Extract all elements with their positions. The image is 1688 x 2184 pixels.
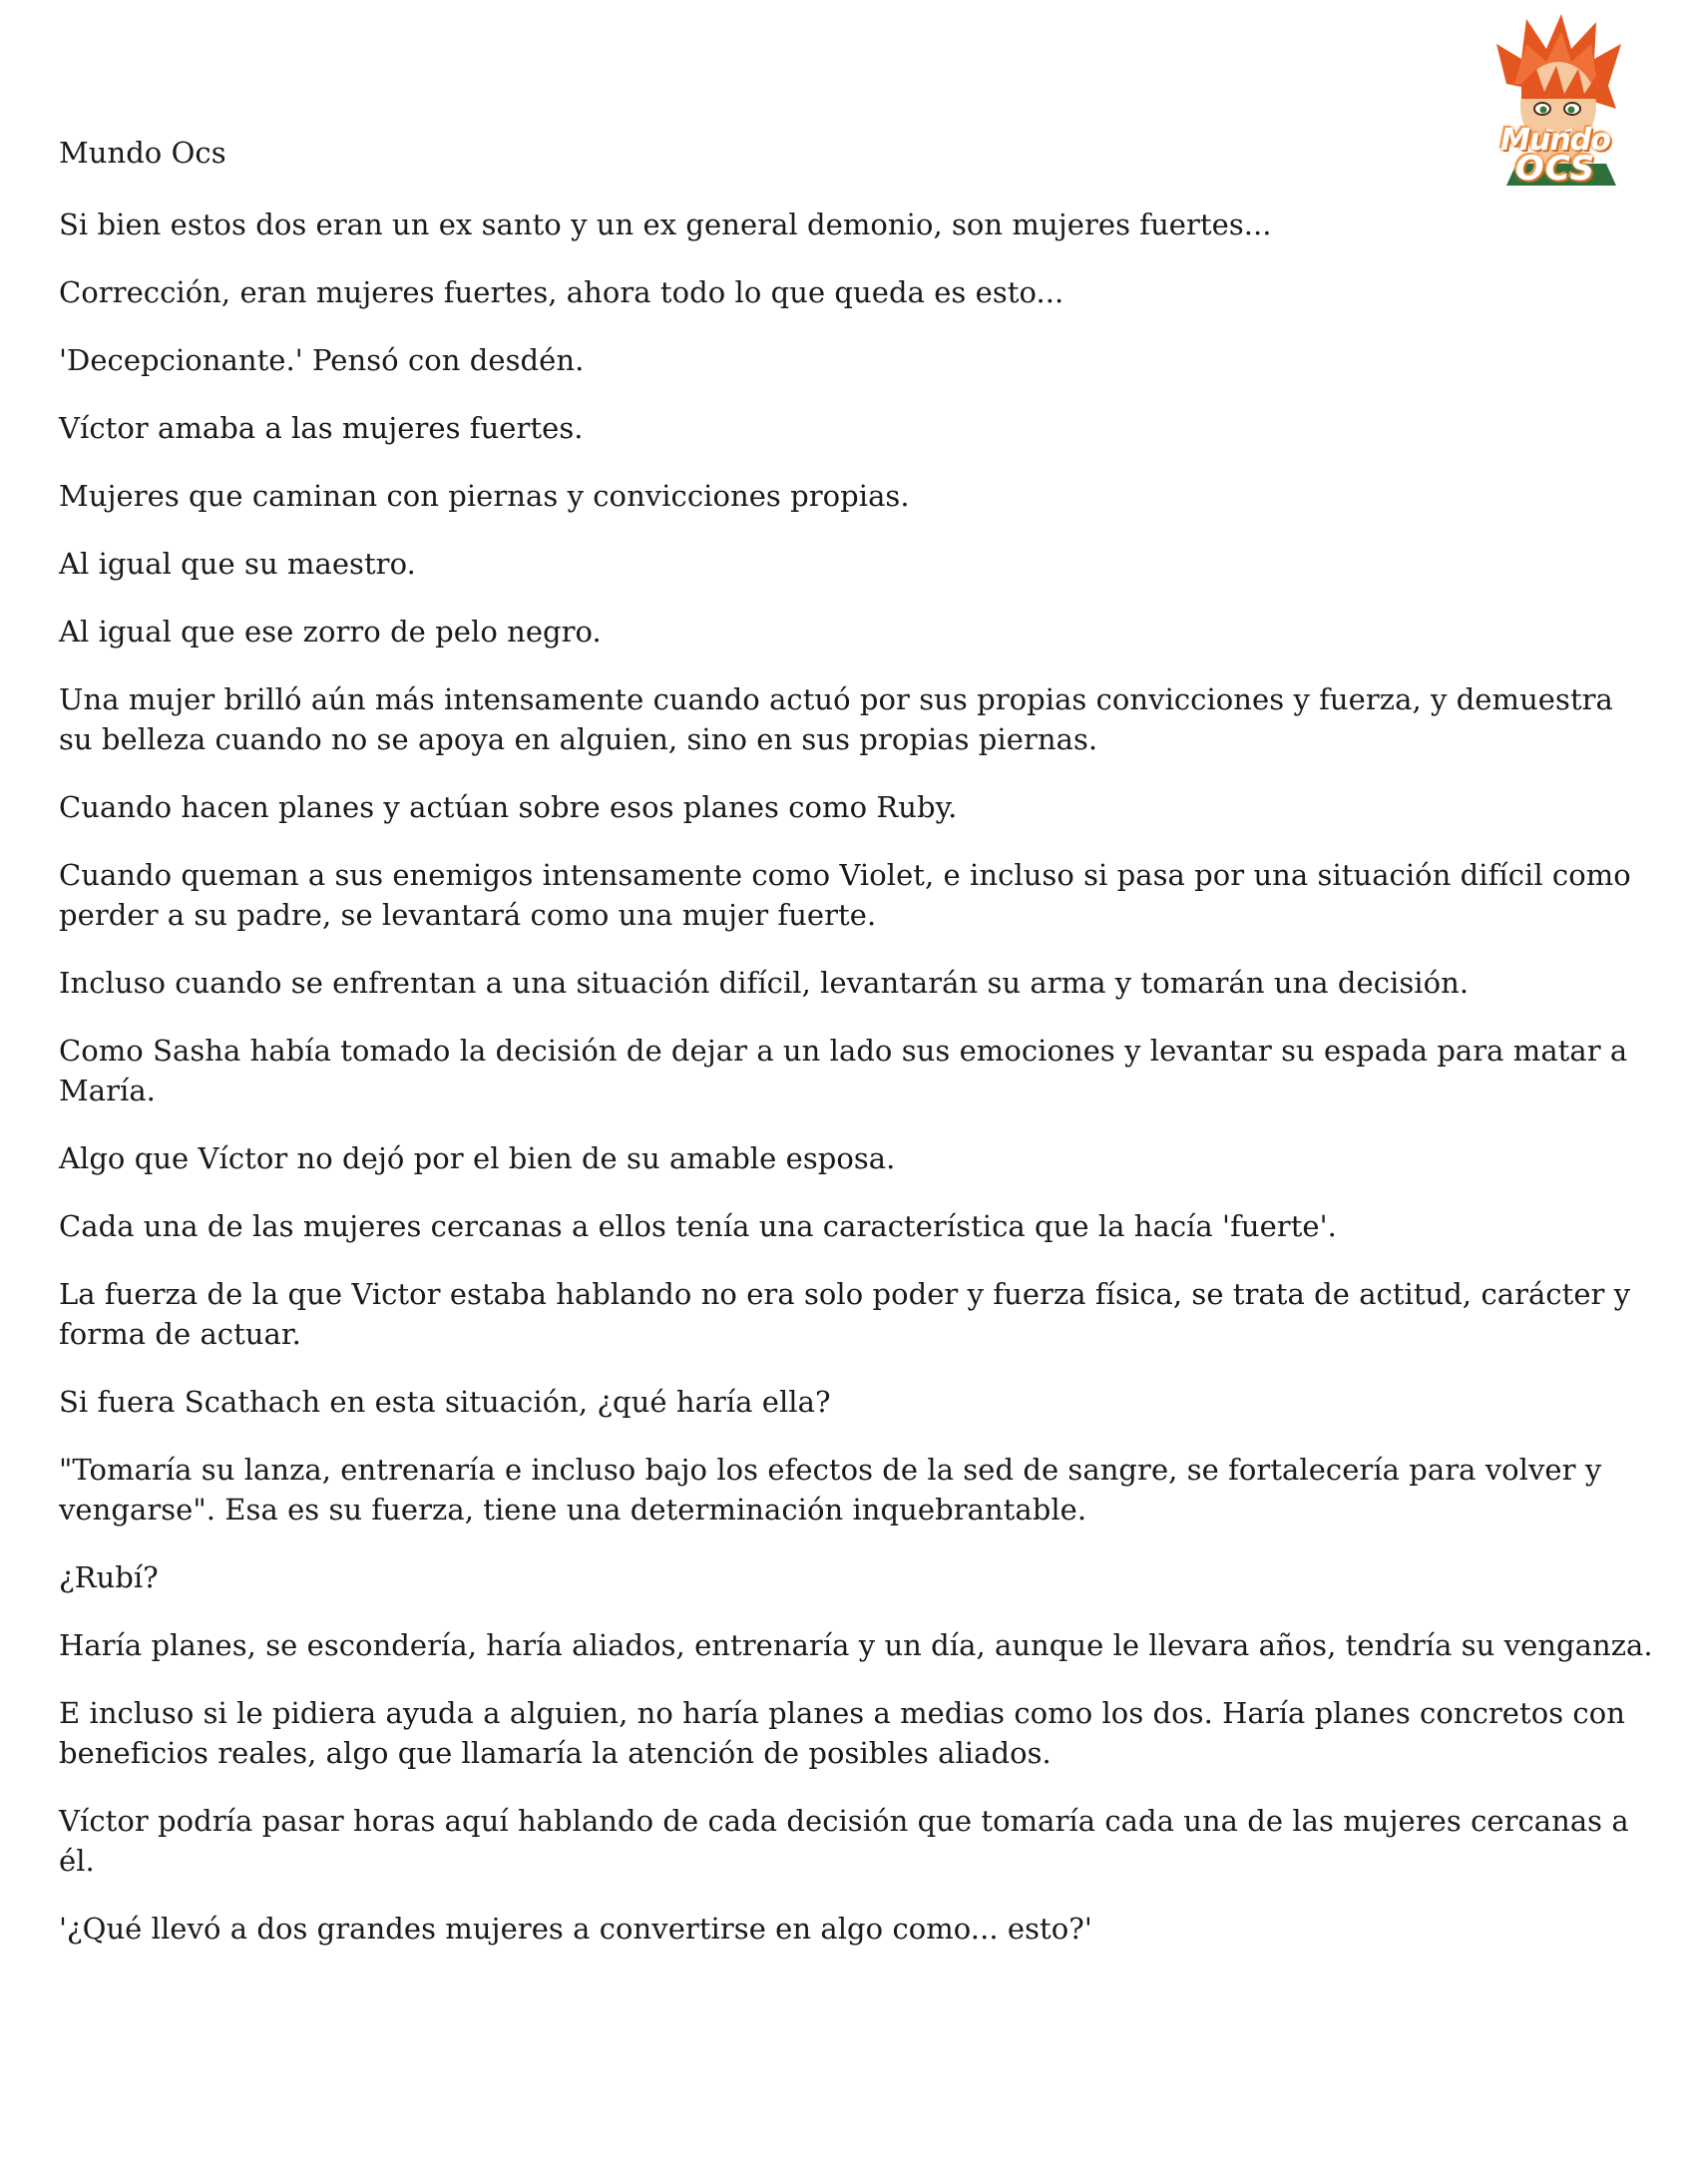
paragraph: Al igual que su maestro. — [59, 547, 416, 581]
paragraph: Haría planes, se escondería, haría aliados, entrenaría y un día, aunque le llevara años, tendría su venganza. — [59, 1628, 1653, 1662]
paragraph: Si bien estos dos eran un ex santo y un ex general demonio, son mujeres fuertes... — [59, 208, 1272, 241]
paragraph: E incluso si le pidiera ayuda a alguien, no haría planes a medias como los dos. Haría planes concretos con beneficios reales, algo que llamaría la atención de posibles aliados. — [59, 1696, 1625, 1770]
logo-line-1: Mundo — [1500, 123, 1610, 158]
paragraph: ¿Rubí? — [59, 1560, 159, 1594]
paragraph: Corrección, eran mujeres fuertes, ahora todo lo que queda es esto... — [59, 275, 1064, 309]
paragraph: Al igual que ese zorro de pelo negro. — [59, 615, 602, 649]
paragraph: Una mujer brilló aún más intensamente cuando actuó por sus propias convicciones y fuerza, y demuestra su belleza cuando no se apoya en alguien, sino en sus propias piernas. — [59, 682, 1613, 756]
paragraph: Algo que Víctor no dejó por el bien de su amable esposa. — [59, 1141, 896, 1175]
paragraph: Si fuera Scathach en esta situación, ¿qué haría ella? — [59, 1385, 831, 1419]
paragraph: Cuando hacen planes y actúan sobre esos planes como Ruby. — [59, 790, 958, 824]
document-heading: Mundo Ocs — [59, 136, 226, 170]
paragraph: Víctor amaba a las mujeres fuertes. — [59, 411, 584, 445]
paragraph: Mujeres que caminan con piernas y convicciones propias. — [59, 479, 910, 513]
paragraph: Víctor podría pasar horas aquí hablando de cada decisión que tomaría cada una de las mujeres cercanas a él. — [59, 1804, 1629, 1878]
paragraph: "Tomaría su lanza, entrenaría e incluso bajo los efectos de la sed de sangre, se fortalecería para volver y vengarse". Esa es su fuerza, tiene una determinación inquebrantable. — [59, 1453, 1602, 1527]
paragraph: Como Sasha había tomado la decisión de dejar a un lado sus emociones y levantar su espada para matar a María. — [59, 1034, 1628, 1107]
paragraph: '¿Qué llevó a dos grandes mujeres a convertirse en algo como... esto?' — [59, 1912, 1092, 1946]
paragraph: Cuando queman a sus enemigos intensamente como Violet, e incluso si pasa por una situación difícil como perder a su padre, se levantará como una mujer fuerte. — [59, 858, 1631, 932]
paragraph: La fuerza de la que Victor estaba hablando no era solo poder y fuerza física, se trata de actitud, carácter y forma de actuar. — [59, 1277, 1631, 1351]
paragraph: Incluso cuando se enfrentan a una situación difícil, levantarán su arma y tomarán una decisión. — [59, 966, 1470, 1000]
paragraph: 'Decepcionante.' Pensó con desdén. — [59, 343, 585, 377]
logo-line-2: OCS — [1514, 149, 1596, 189]
paragraph: Cada una de las mujeres cercanas a ellos tenía una característica que la hacía 'fuerte'. — [59, 1209, 1337, 1243]
document-body — [59, 133, 1655, 1976]
